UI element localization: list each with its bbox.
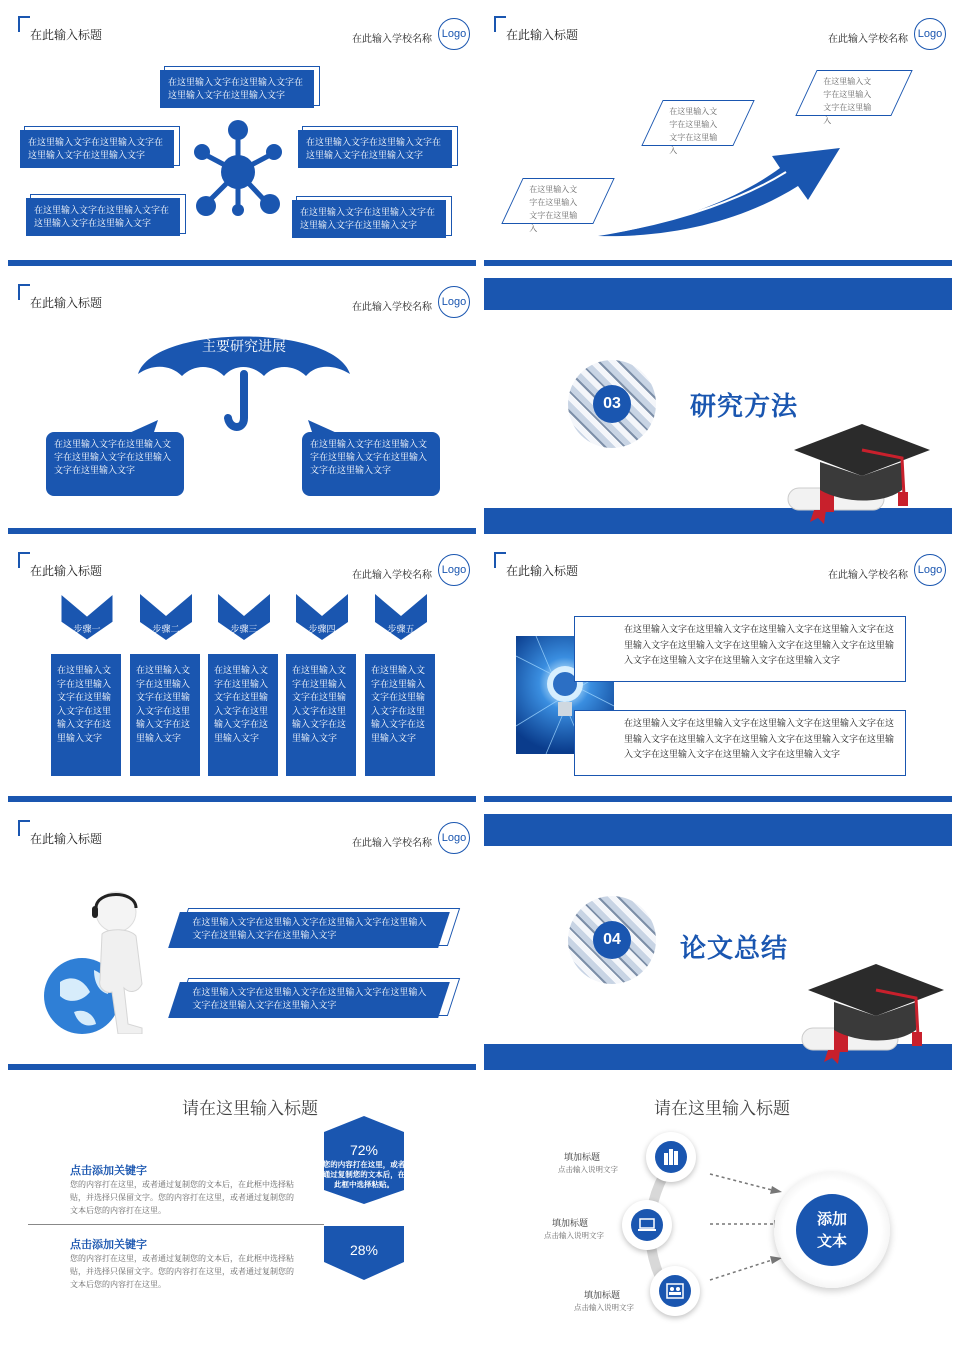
slide-title: 在此输入标题 — [30, 564, 103, 578]
slide-2[interactable] — [484, 8, 952, 266]
footer-bar — [8, 260, 476, 266]
step-label: 步骤四 — [308, 624, 336, 634]
item-desc-3: 点击输入说明文字 — [574, 1303, 634, 1312]
step-text: 在这里输入文字在这里输入文字在这里输入文字在这里输入文字在这里输入文字 — [51, 654, 121, 776]
building-icon — [655, 1141, 687, 1173]
center-circle — [796, 1194, 868, 1266]
corner-mark — [18, 284, 30, 300]
icon-circle-3 — [650, 1266, 700, 1316]
school-name: 在此输入学校名称 — [352, 302, 432, 313]
corner-mark — [18, 552, 30, 568]
slide-heading: 请在这里输入标题 — [182, 1099, 318, 1118]
slide-3[interactable] — [8, 276, 476, 534]
item-desc-2: 点击输入说明文字 — [544, 1231, 604, 1240]
logo-badge: Logo — [914, 554, 946, 586]
logo-badge: Logo — [438, 554, 470, 586]
school-name: 在此输入学校名称 — [352, 34, 432, 45]
school-name: 在此输入学校名称 — [352, 570, 432, 581]
divider-line — [28, 1224, 324, 1225]
icon-circle-1 — [646, 1132, 696, 1182]
footer-bar — [484, 260, 952, 266]
logo-badge: Logo — [438, 18, 470, 50]
step-label: 步骤二 — [152, 624, 180, 634]
slide-heading: 请在这里输入标题 — [654, 1099, 790, 1118]
footer-bar — [8, 528, 476, 534]
item-title-1: 填加标题 — [564, 1152, 601, 1162]
graduation-cap-icon — [798, 958, 948, 1068]
footer-bar — [484, 796, 952, 802]
growth-arrow-icon — [594, 138, 854, 248]
item-desc-1: 点击输入说明文字 — [558, 1165, 618, 1174]
center-text-line-2: 文本 — [816, 1233, 847, 1250]
logo-badge: Logo — [914, 18, 946, 50]
icon-circle-2 — [622, 1200, 672, 1250]
slide-section-04[interactable] — [484, 812, 952, 1070]
umbrella-icon — [134, 314, 354, 434]
slide-1[interactable] — [8, 8, 476, 266]
image-overlay — [516, 636, 574, 754]
step-label: 步骤三 — [230, 624, 258, 634]
slide-10[interactable] — [484, 1080, 952, 1344]
slide-title: 在此输入标题 — [30, 296, 103, 310]
slide-section-03[interactable] — [484, 276, 952, 534]
description-1: 您的内容打在这里，或者通过复制您的文本后，在此框中选择粘贴，并选择只保留文字。您的内容打在这里，或者通过复制您的文本后您的内容打在这里。 — [70, 1180, 294, 1215]
center-text-line-1: 添加 — [816, 1211, 847, 1228]
graduation-cap-icon — [784, 418, 934, 528]
ribbon-box-1: 在这里输入文字在这里输入文字在这里输入文字在这里输入文字在这里输入文字在这里输入文字 — [168, 912, 450, 948]
slide-title: 在此输入标题 — [506, 28, 579, 42]
item-title-3: 填加标题 — [584, 1290, 621, 1300]
slide-title: 在此输入标题 — [30, 832, 103, 846]
figure-with-globe-icon — [38, 884, 168, 1034]
step-text: 在这里输入文字在这里输入文字在这里输入文字在这里输入文字在这里输入文字 — [208, 654, 278, 776]
logo-badge: Logo — [438, 822, 470, 854]
text-box-right-bottom: 在这里输入文字在这里输入文字在这里输入文字在这里输入文字 — [292, 200, 446, 238]
laptop-icon — [631, 1209, 663, 1241]
footer-bar — [8, 796, 476, 802]
header-band — [484, 814, 952, 846]
step-label: 步骤五 — [387, 624, 415, 634]
slide-9[interactable] — [8, 1080, 476, 1344]
section-number: 04 — [593, 921, 631, 959]
school-name: 在此输入学校名称 — [828, 570, 908, 581]
speech-box-right: 在这里输入文字在这里输入文字在这里输入文字在这里输入文字在这里输入文字 — [302, 432, 440, 496]
text-block-1: 在这里输入文字在这里输入文字在这里输入文字在这里输入文字在这里输入文字在这里输入文字在这里输入文字在这里输入文字在这里输入文字在这里输入文字在这里输入文字在这里输入文字 — [624, 624, 895, 665]
text-box-left-top: 在这里输入文字在这里输入文字在这里输入文字在这里输入文字 — [20, 130, 174, 168]
slide-title: 在此输入标题 — [30, 28, 103, 42]
section-title: 研究方法 — [690, 391, 799, 421]
text-box-left-bottom: 在这里输入文字在这里输入文字在这里输入文字在这里输入文字 — [26, 198, 180, 236]
text-box-right-top: 在这里输入文字在这里输入文字在这里输入文字在这里输入文字 — [298, 130, 452, 168]
center-circle-outer — [774, 1172, 890, 1288]
section-title: 论文总结 — [680, 933, 789, 963]
header-band — [484, 278, 952, 310]
speech-box-left: 在这里输入文字在这里输入文字在这里输入文字在这里输入文字在这里输入文字 — [46, 432, 184, 496]
text-box-top: 在这里输入文字在这里输入文字在这里输入文字在这里输入文字 — [160, 70, 314, 108]
corner-mark — [494, 16, 506, 32]
logo-badge: Logo — [438, 286, 470, 318]
step-text: 在这里输入文字在这里输入文字在这里输入文字在这里输入文字在这里输入文字 — [365, 654, 435, 776]
percent-72-text: 您的内容打在这里，或者通过复制您的文本后，在此框中选择粘贴。 — [322, 1160, 406, 1189]
keyword-2: 点击添加关键字 — [70, 1239, 147, 1251]
slide-7[interactable] — [8, 812, 476, 1070]
hexagon-upper — [314, 1114, 414, 1204]
description-2: 您的内容打在这里，或者通过复制您的文本后，在此框中选择粘贴，并选择只保留文字。您的内容打在这里，或者通过复制您的文本后您的内容打在这里。 — [70, 1254, 294, 1289]
school-name: 在此输入学校名称 — [828, 34, 908, 45]
item-title-2: 填加标题 — [552, 1218, 589, 1228]
keyword-1: 点击添加关键字 — [70, 1165, 147, 1177]
footer-bar — [8, 1064, 476, 1070]
step-text: 在这里输入文字在这里输入文字在这里输入文字在这里输入文字在这里输入文字 — [130, 654, 200, 776]
parallelogram-box-2: 在这里输入文字在这里输入文字在这里输入 — [641, 100, 754, 146]
percent-72: 72% — [349, 1142, 379, 1158]
percent-28: 28% — [349, 1242, 379, 1258]
ribbon-box-2: 在这里输入文字在这里输入文字在这里输入文字在这里输入文字在这里输入文字在这里输入文字 — [168, 982, 450, 1018]
network-hub-icon — [188, 120, 288, 220]
contacts-icon — [659, 1275, 691, 1307]
slide-title: 在此输入标题 — [506, 564, 579, 578]
slide-5[interactable] — [8, 544, 476, 802]
step-text: 在这里输入文字在这里输入文字在这里输入文字在这里输入文字在这里输入文字 — [286, 654, 356, 776]
parallelogram-box-1: 在这里输入文字在这里输入文字在这里输入 — [501, 178, 614, 224]
slide-6[interactable] — [484, 544, 952, 802]
school-name: 在此输入学校名称 — [352, 838, 432, 849]
step-label: 步骤一 — [73, 624, 101, 634]
section-number: 03 — [593, 385, 631, 423]
umbrella-label: 主要研究进展 — [202, 338, 286, 354]
corner-mark — [494, 552, 506, 568]
text-block-2: 在这里输入文字在这里输入文字在这里输入文字在这里输入文字在这里输入文字在这里输入文字在这里输入文字在这里输入文字在这里输入文字在这里输入文字在这里输入文字在这里输入文字 — [624, 718, 895, 759]
corner-mark — [18, 820, 30, 836]
corner-mark — [18, 16, 30, 32]
parallelogram-box-3: 在这里输入文字在这里输入文字在这里输入 — [795, 70, 912, 116]
